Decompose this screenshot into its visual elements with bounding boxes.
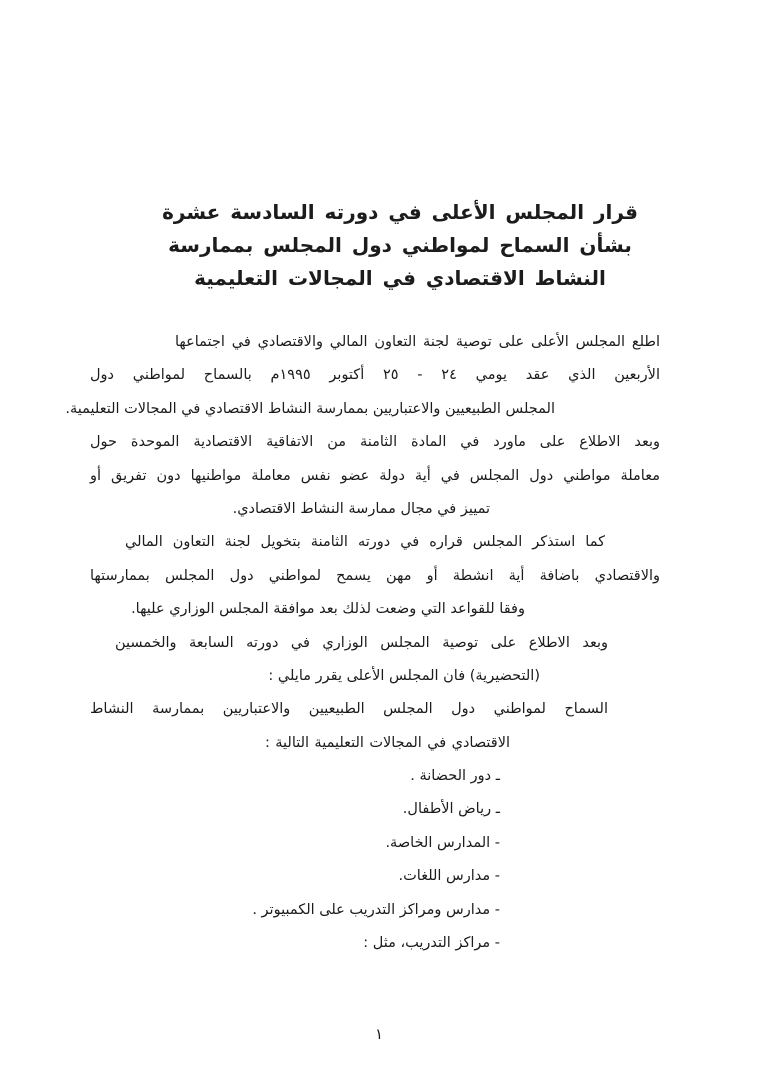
paragraph-line: تمييز في مجال ممارسة النشاط الاقتصادي. [232,500,490,517]
paragraph-line: معاملة مواطني دول المجلس في أية دولة عضو نفس معاملة مواطنيها دون تفريق أو [90,467,660,484]
document-body [65,326,660,960]
paragraph-line: وفقا للقواعد التي وضعت لذلك بعد موافقة المجلس الوزاري عليها. [131,601,525,618]
paragraph-line: كما استذكر المجلس قراره في دورته الثامنة بتخويل لجنة التعاون المالي [125,534,605,551]
paragraph-line: الأربعين الذي عقد يومي ٢٤ - ٢٥ أكتوبر ١٩٩٥م بالسماح لمواطني دول [90,367,660,384]
page-number: ١ [374,1025,384,1043]
title-line: بشأن السماح لمواطني دول المجلس بممارسة [168,233,632,257]
paragraph-line: وبعد الاطلاع على ماورد في المادة الثامنة من الاتفاقية الاقتصادية الموحدة حول [90,434,660,451]
list-item: - مدارس ومراكز التدريب على الكمبيوتر . [252,901,500,918]
paragraph-line: السماح لمواطني دول المجلس الطبيعيين والاعتباريين بممارسة النشاط [90,701,608,718]
list-item: - مدارس اللغات. [398,868,500,885]
paragraph-line: وبعد الاطلاع على توصية المجلس الوزاري في دورته السابعة والخمسين [115,634,608,651]
paragraph-line: المجلس الطبيعيين والاعتباريين بممارسة النشاط الاقتصادي في المجالات التعليمية. [65,400,555,417]
list-item: ـ دور الحضانة . [410,768,500,785]
list-item: - المدارس الخاصة. [385,834,500,851]
list-item: - مراكز التدريب، مثل : [363,935,500,952]
list-item: ـ رياض الأطفال. [402,801,500,818]
education-fields-list [90,760,500,960]
paragraph-line: والاقتصادي باضافة أية انشطة أو مهن يسمح لمواطني دول المجلس بممارستها [90,567,660,584]
document-title [21,196,758,295]
paragraph-line: اطلع المجلس الأعلى على توصية لجنة التعاون المالي والاقتصادي في اجتماعها [175,334,660,350]
paragraph-line: (التحضيرية) فان المجلس الأعلى يقرر مايلي : [268,667,540,684]
paragraph-line: الاقتصادي في المجالات التعليمية التالية : [265,734,510,751]
title-line: النشاط الاقتصادي في المجالات التعليمية [194,266,606,290]
title-line: قرار المجلس الأعلى في دورته السادسة عشرة [162,200,638,224]
